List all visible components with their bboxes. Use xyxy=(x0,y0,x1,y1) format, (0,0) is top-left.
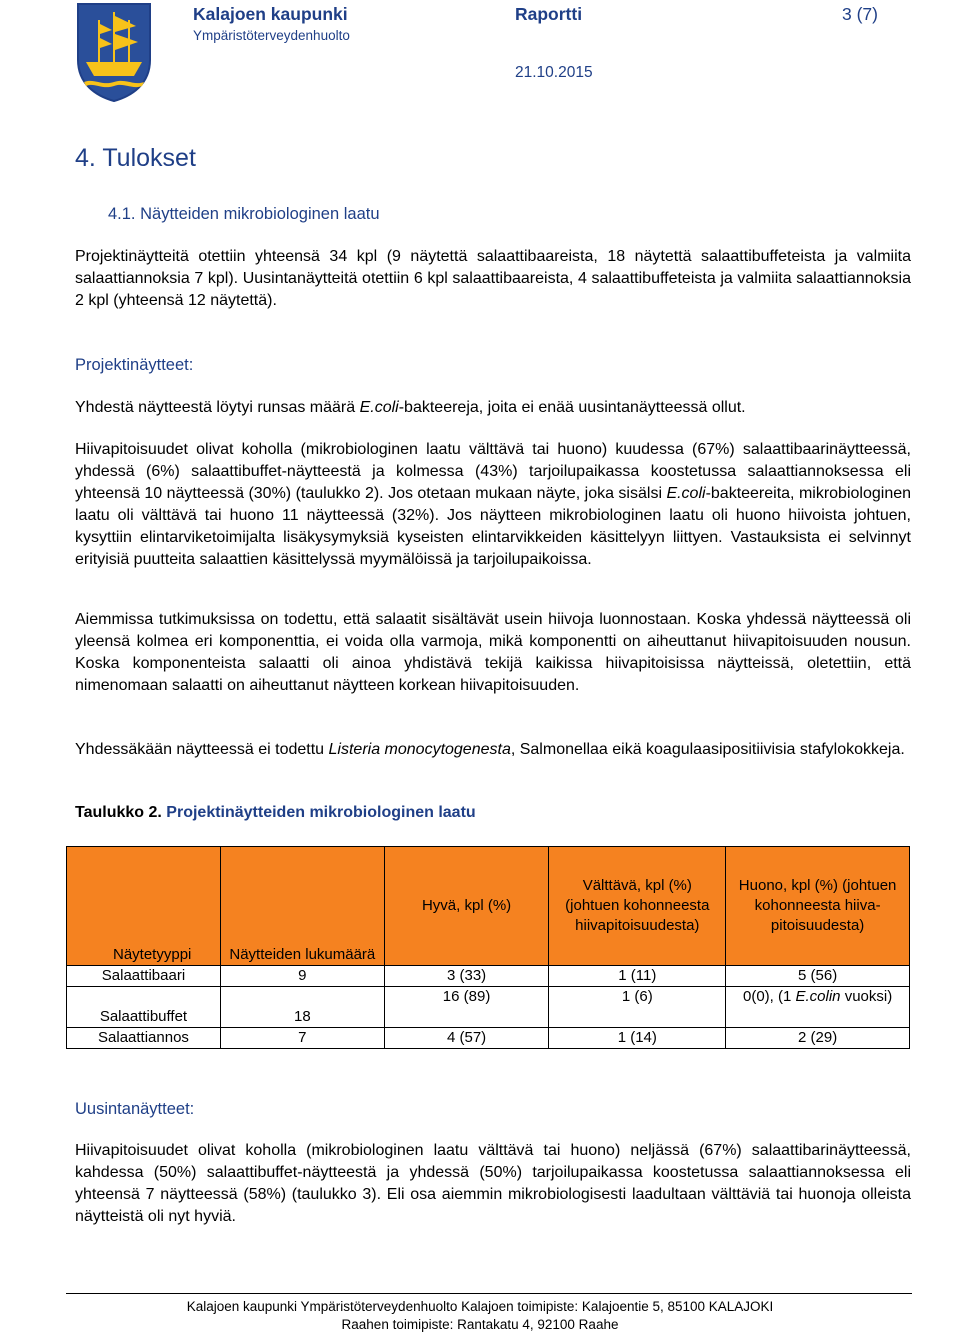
project-samples-heading: Projektinäytteet: xyxy=(75,356,194,374)
cell-poor: 5 (56) xyxy=(726,966,910,987)
footer-line-2: Raahen toimipiste: Rantakatu 4, 92100 Raahe xyxy=(341,1317,619,1332)
cell-poor xyxy=(726,987,910,1028)
cell-type: Salaattibaari xyxy=(67,966,221,987)
footer-line-1: Kalajoen kaupunki Ympäristöterveydenhuolto Kalajoen toimipiste: Kalajoentie 5, 85100 KALAJOKI xyxy=(186,1299,774,1314)
results-table xyxy=(66,846,910,1049)
header-org: Kalajoen kaupunki xyxy=(193,4,348,24)
header-report-label: Raportti xyxy=(515,4,583,24)
header-page-number: 3 (7) xyxy=(842,4,878,24)
table-header-row xyxy=(67,847,910,966)
cell-type: Salaattiannos xyxy=(67,1028,221,1049)
table-caption xyxy=(75,804,476,822)
table-row xyxy=(67,987,910,1028)
cell-fair: 1 (11) xyxy=(549,966,726,987)
yeast-text-a: Hiivapitoisuudet olivat koholla (mikrobiologinen laatu välttävä tai huono) kuudessa (67%) salaattibaarinäytteessä, yhdessä (6%) salaattibuffet-näytteestä ja kolmessa (43%) tarjoilupaikassa koostetussa salaattiannoksessa eli yhteensä 10 näytteessä (30%) (taulukko 2). Jos otetaan mukaan näyte, joka sisälsi xyxy=(75,441,911,502)
listeria-italic: Listeria monocytogenesta xyxy=(328,741,511,758)
cell-poor-text-b: vuoksi) xyxy=(840,988,893,1005)
earlier-studies-paragraph: Aiemmissa tutkimuksissa on todettu, että salaatit sisältävät usein hiivoja luonnostaan. Koska yhdessä näytteessä oli yleensä kolmea eri komponenttia, ei voida olla varmoja, mikä komponentti on aiheuttanut hiivapitoisuuden nousun. Koska komponenteista salaatti oli ainoa yhdistävä tekijä kaikissa hiivapitoisissa näytteissä, oletettiin, että nimenomaan salaatti on aiheuttanut näytteen korkean hiivapitoisuuden. xyxy=(75,611,911,694)
table-row xyxy=(67,1028,910,1049)
cell-good: 4 (57) xyxy=(384,1028,549,1049)
cell-count: 18 xyxy=(220,987,384,1028)
cell-poor: 2 (29) xyxy=(726,1028,910,1049)
retest-paragraph: Hiivapitoisuudet olivat koholla (mikrobiologinen laatu välttävä tai huono) neljässä (67%) salaattibarinäytteessä, kahdessa (50%) salaattibuffet-näytteestä ja yhdessä (50%) tarjoilupaikassa koostetussa salaattiannoksessa eli yhteensä 7 näytteessä (58%) (taulukko 3). Eli osa aiemmin mikrobiologisesti laadultaan välttäviä tai huonoja olleista näytteistä oli nyt hyviä. xyxy=(75,1142,911,1225)
footer xyxy=(0,1298,960,1334)
intro-paragraph: Projektinäytteitä otettiin yhteensä 34 kpl (9 näytettä salaattibaareista, 18 näytettä salaattibuffeteista ja valmiita salaattiannoksia 7 kpl). Uusintanäytteitä otettiin 6 kpl salaattibaareista, 4 salaattibuffeteista ja valmiita salaattiannoksia 2 kpl (yhteensä 12 näytettä). xyxy=(75,248,911,309)
retest-samples-heading: Uusintanäytteet: xyxy=(75,1100,195,1118)
cell-good: 16 (89) xyxy=(384,987,549,1028)
header-sample-type: Näytetyyppi xyxy=(67,847,221,966)
header-org-block xyxy=(193,4,350,43)
footer-divider xyxy=(66,1293,912,1294)
cell-count: 9 xyxy=(220,966,384,987)
header-fair: Välttävä, kpl (%) (johtuen kohonneesta hiivapitoisuudesta) xyxy=(549,847,726,966)
cell-count: 7 xyxy=(220,1028,384,1049)
cell-fair: 1 (6) xyxy=(549,987,726,1028)
ecoli-paragraph xyxy=(75,397,911,419)
coat-of-arms-logo xyxy=(76,2,152,102)
table-caption-label: Taulukko 2. xyxy=(75,804,162,821)
header-dept: Ympäristöterveydenhuolto xyxy=(193,28,350,43)
cell-good: 3 (33) xyxy=(384,966,549,987)
ecoli-text-b: -bakteereja, joita ei enää uusintanäytteessä ollut. xyxy=(398,399,746,416)
listeria-text-a: Yhdessäkään näytteessä ei todettu xyxy=(75,741,329,758)
table-row xyxy=(67,966,910,987)
section-heading: 4. Tulokset xyxy=(75,144,196,172)
header-poor: Huono, kpl (%) (johtuen kohonneesta hiiva-pitoisuudesta) xyxy=(726,847,910,966)
cell-poor-text-a: 0(0), (1 xyxy=(742,988,796,1005)
header-sample-count: Näytteiden lukumäärä xyxy=(220,847,384,966)
listeria-paragraph xyxy=(75,739,911,761)
yeast-italic: E.coli xyxy=(666,485,706,502)
table-caption-title: Projektinäytteiden mikrobiologinen laatu xyxy=(166,804,476,821)
ecoli-italic: E.coli xyxy=(359,399,399,416)
yeast-paragraph xyxy=(75,439,911,571)
cell-poor-italic: E.colin xyxy=(795,988,841,1005)
subsection-heading: 4.1. Näytteiden mikrobiologinen laatu xyxy=(108,205,380,223)
yeast-text-b: -bakteereita, mikrobiologinen laatu oli välttävä tai huono 11 näytteessä (32%). Jos näytteen mikrobiologinen laatu oli huono hiivoista johtuen, kysyttiin elintarviketoimijalta lisäkysymyksiä kyseisten elintarvikkeiden käsittelyyn liittyen. Vastauksista ei selvinnyt erityisiä puutteita salaattien käsittelyssä myymälöissä ja tarjoilupaikoissa. xyxy=(75,485,912,568)
cell-fair: 1 (14) xyxy=(549,1028,726,1049)
header-date: 21.10.2015 xyxy=(515,64,593,81)
cell-type: Salaattibuffet xyxy=(67,987,221,1028)
ecoli-text-a: Yhdestä näytteestä löytyi runsas määrä xyxy=(75,399,360,416)
header-good: Hyvä, kpl (%) xyxy=(384,847,549,966)
listeria-text-b: , Salmonellaa eikä koagulaasipositiivisia stafylokokkeja. xyxy=(510,741,905,758)
